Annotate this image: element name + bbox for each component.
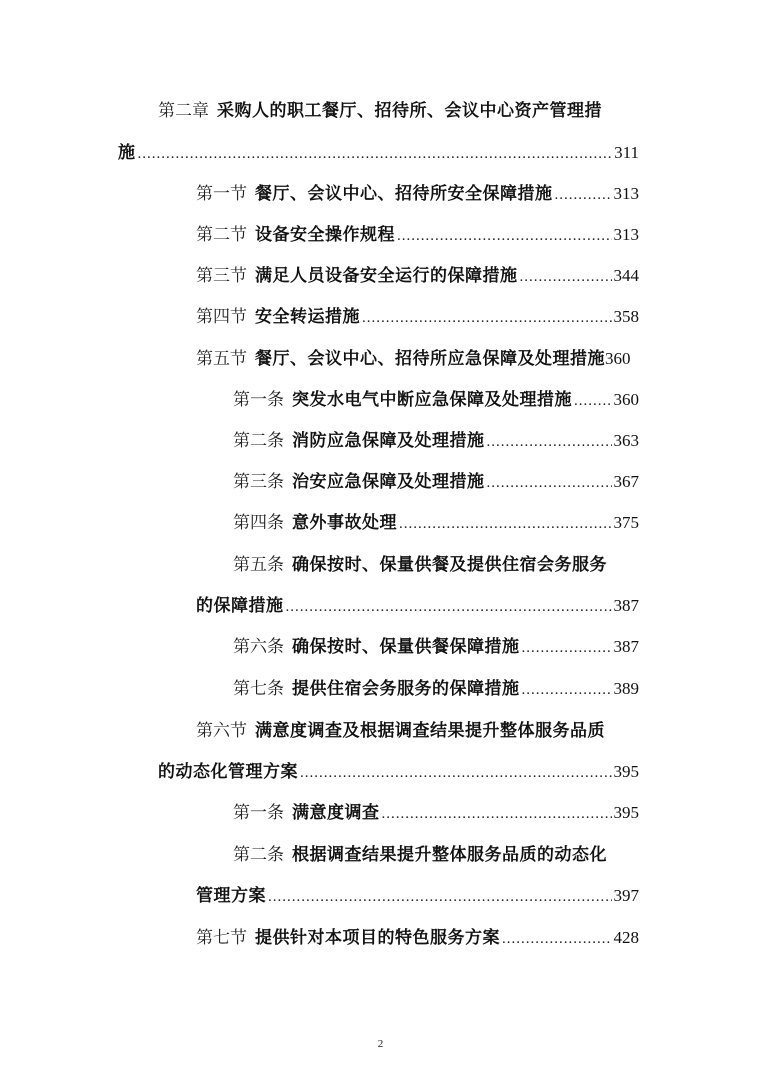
leader-dots (522, 633, 612, 663)
article-label: 第四条 (233, 513, 284, 532)
toc-section-4[interactable] (196, 302, 639, 332)
chapter-label: 第二章 (158, 101, 209, 120)
toc-article-6-1[interactable] (233, 798, 639, 828)
section-label: 第四节 (196, 307, 247, 326)
leader-dots (522, 675, 612, 705)
article-label: 第一条 (233, 803, 284, 822)
leader-dots (300, 758, 612, 788)
page-number: 313 (613, 225, 639, 244)
section-label: 第五节 (196, 349, 247, 368)
chapter-title: 采购人的职工餐厅、招待所、会议中心资产管理措 (217, 101, 602, 121)
toc-article-5-2[interactable] (233, 426, 639, 456)
toc-article-5-3[interactable] (233, 467, 639, 497)
leader-dots (138, 139, 613, 169)
section-label: 第二节 (196, 225, 247, 244)
article-title-cont: 的保障措施 (196, 596, 284, 616)
page-number: 360 (605, 349, 631, 368)
leader-dots (502, 924, 612, 954)
toc-section-5[interactable] (196, 344, 658, 374)
leader-dots (487, 427, 612, 457)
section-title: 满意度调查及根据调查结果提升整体服务品质 (255, 721, 605, 741)
article-title: 提供住宿会务服务的保障措施 (292, 679, 520, 699)
article-label: 第三条 (233, 472, 284, 491)
article-label: 第七条 (233, 679, 284, 698)
article-title: 确保按时、保量供餐及提供住宿会务服务 (292, 555, 607, 575)
article-label: 第五条 (233, 555, 284, 574)
toc-article-5-5-line1[interactable] (233, 550, 607, 580)
toc-article-5-6[interactable] (233, 632, 639, 662)
section-title: 设备安全操作规程 (255, 225, 395, 245)
leader-dots (520, 262, 612, 292)
toc-section-3[interactable] (196, 261, 639, 291)
section-label: 第三节 (196, 266, 247, 285)
toc-article-6-2-line1[interactable] (233, 840, 607, 870)
section-title: 餐厅、会议中心、招待所应急保障及处理措施 (255, 349, 605, 369)
page-number: 360 (613, 390, 639, 409)
toc-section-6-line2[interactable] (158, 757, 639, 787)
article-label: 第一条 (233, 390, 284, 409)
article-label: 第二条 (233, 431, 284, 450)
toc-article-6-2-line2[interactable] (196, 881, 639, 911)
article-title: 治安应急保障及处理措施 (292, 472, 485, 492)
article-title: 根据调查结果提升整体服务品质的动态化 (292, 845, 607, 865)
toc-chapter-line2[interactable] (118, 138, 639, 168)
leader-dots (382, 799, 612, 829)
section-title-cont: 的动态化管理方案 (158, 762, 298, 782)
toc-article-5-1[interactable] (233, 385, 639, 415)
section-label: 第六节 (196, 721, 247, 740)
toc-section-1[interactable] (196, 179, 639, 209)
article-title-cont: 管理方案 (196, 886, 266, 906)
page-number: 311 (614, 143, 639, 162)
page-number: 397 (613, 886, 639, 905)
chapter-title-cont: 施 (118, 143, 136, 163)
section-label: 第七节 (196, 928, 247, 947)
article-label: 第二条 (233, 845, 284, 864)
section-title: 提供针对本项目的特色服务方案 (255, 928, 500, 948)
page-number: 395 (613, 803, 639, 822)
article-title: 突发水电气中断应急保障及处理措施 (292, 390, 572, 410)
toc-chapter-line1 (158, 96, 602, 126)
page-number: 367 (613, 472, 639, 491)
toc-article-5-5-line2[interactable] (196, 591, 639, 621)
toc-section-2[interactable] (196, 220, 639, 250)
leader-dots (268, 882, 612, 912)
leader-dots (574, 386, 612, 416)
leader-dots (487, 468, 612, 498)
page-number: 387 (613, 596, 639, 615)
page-number: 363 (613, 431, 639, 450)
article-title: 确保按时、保量供餐保障措施 (292, 637, 520, 657)
leader-dots (362, 303, 612, 333)
page-number: 358 (613, 307, 639, 326)
section-label: 第一节 (196, 184, 247, 203)
leader-dots (555, 180, 612, 210)
leader-dots (399, 509, 612, 539)
page-number: 428 (613, 928, 639, 947)
article-title: 意外事故处理 (292, 513, 397, 533)
leader-dots (286, 592, 612, 622)
page-number: 375 (613, 513, 639, 532)
toc-article-5-4[interactable] (233, 508, 639, 538)
page-footer-number: 2 (377, 1038, 384, 1050)
page-number: 313 (613, 184, 639, 203)
leader-dots (397, 221, 612, 251)
page-number: 389 (613, 679, 639, 698)
toc-article-5-7[interactable] (233, 674, 639, 704)
toc-section-6-line1[interactable] (196, 716, 605, 746)
section-title: 满足人员设备安全运行的保障措施 (255, 266, 518, 286)
page-number: 395 (613, 762, 639, 781)
article-title: 满意度调查 (292, 803, 380, 823)
section-title: 安全转运措施 (255, 307, 360, 327)
page-number: 387 (613, 637, 639, 656)
article-title: 消防应急保障及处理措施 (292, 431, 485, 451)
page-number: 344 (613, 266, 639, 285)
toc-section-7[interactable] (196, 923, 639, 953)
article-label: 第六条 (233, 637, 284, 656)
section-title: 餐厅、会议中心、招待所安全保障措施 (255, 184, 553, 204)
